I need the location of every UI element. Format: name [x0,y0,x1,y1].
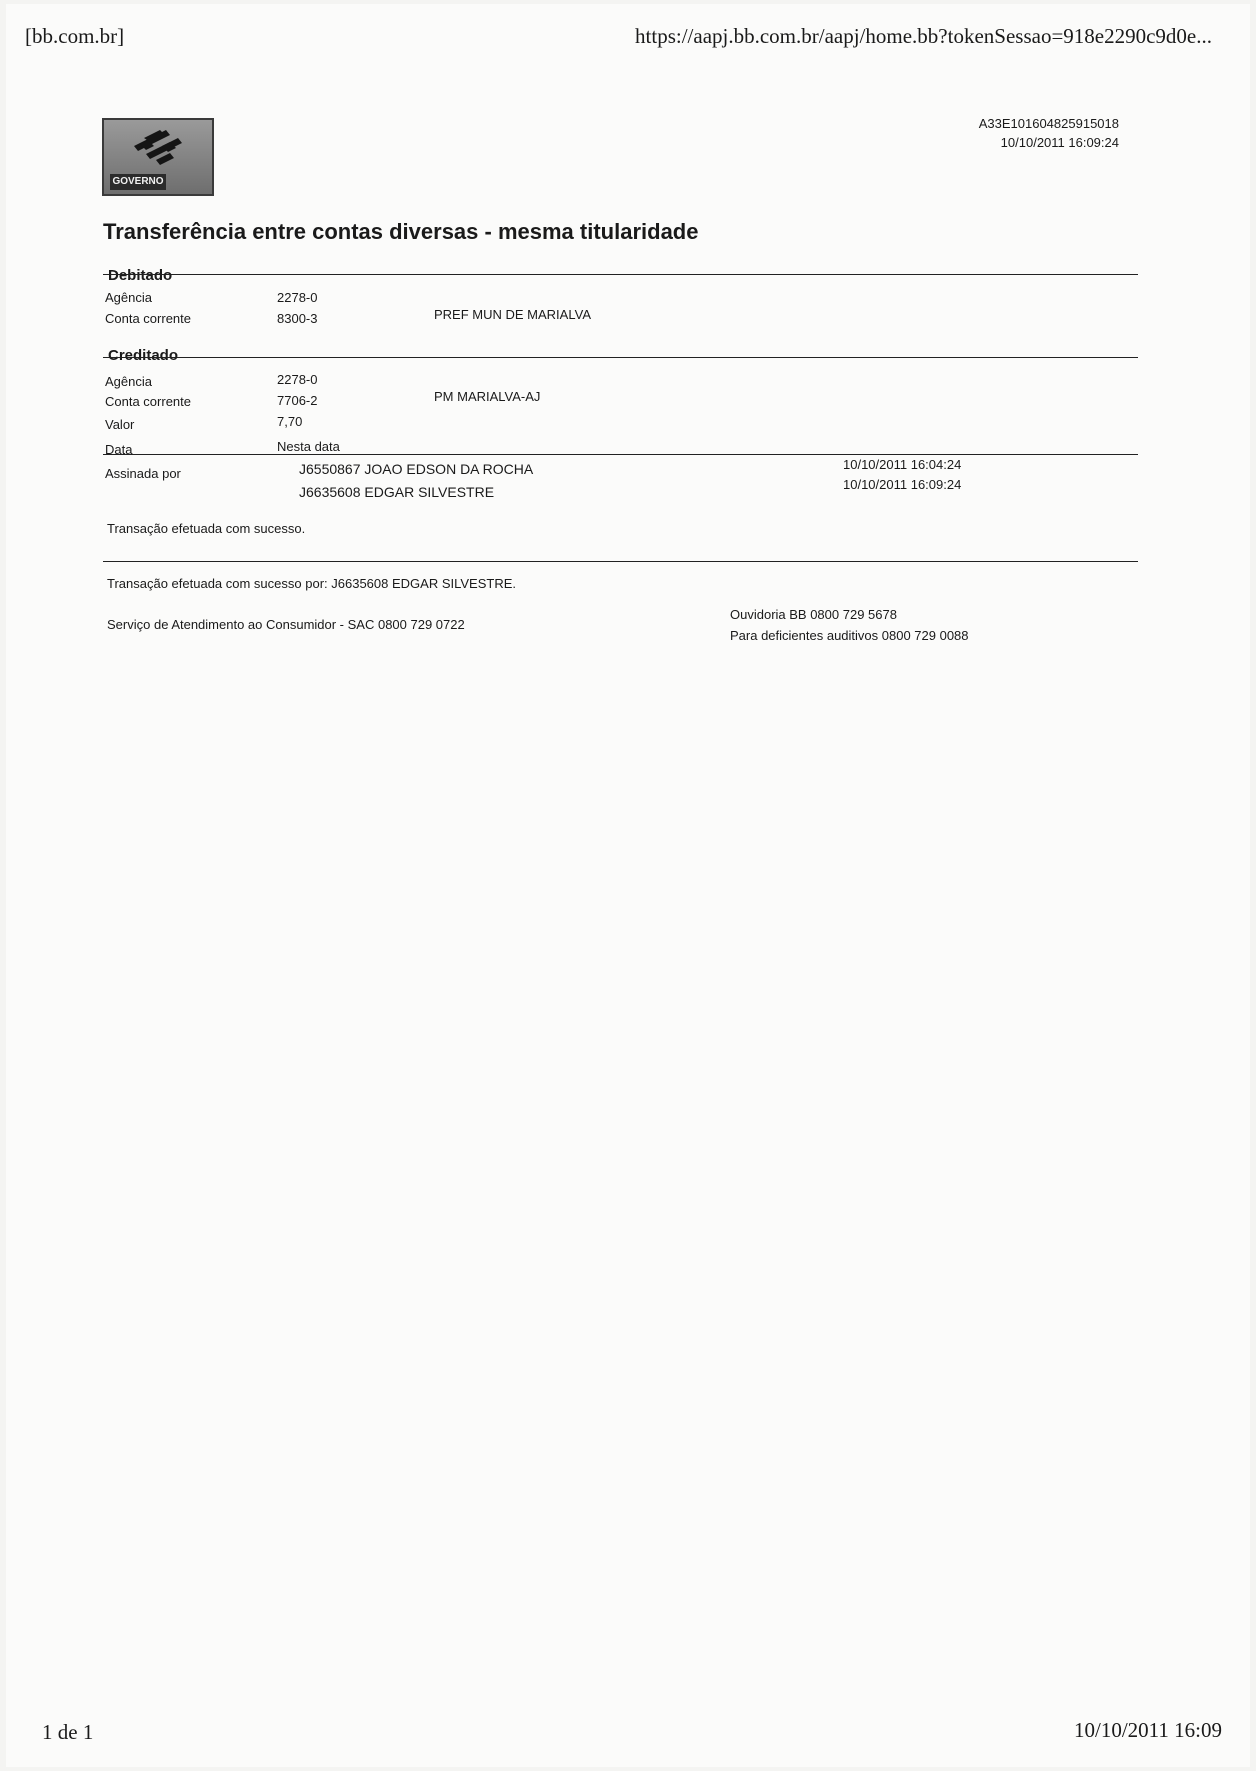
data-value: Nesta data [277,439,340,454]
creditado-conta-value: 7706-2 [277,393,318,408]
logo-governo-label: GOVERNO [110,174,166,190]
document-code-block [979,114,1119,152]
debitado-titular: PREF MUN DE MARIALVA [434,307,591,322]
footer-rule [103,561,1138,562]
print-header-url: https://aapj.bb.com.br/aapj/home.bb?tokenSessao=918e2290c9d0e... [635,24,1212,48]
transaction-status-by: Transação efetuada com sucesso por: J6635608 EDGAR SILVESTRE. [107,576,516,591]
section-creditado-rule [103,357,1138,358]
document-page [6,4,1250,1767]
ouvidoria-contact: Ouvidoria BB 0800 729 5678 [730,607,897,622]
debitado-agencia-label: Agência [105,290,152,305]
print-footer-datetime: 10/10/2011 16:09 [1074,1718,1222,1742]
section-debitado-heading: Debitado [108,267,173,284]
assinada-por-label: Assinada por [105,466,181,481]
debitado-agencia-value: 2278-0 [277,290,318,305]
page-title: Transferência entre contas diversas - mesma titularidade [103,219,699,244]
creditado-conta-label: Conta corrente [105,394,191,409]
print-footer-page: 1 de 1 [42,1720,94,1744]
creditado-agencia-label: Agência [105,374,152,389]
bb-governo-logo [102,118,214,196]
deficientes-contact: Para deficientes auditivos 0800 729 0088 [730,628,969,643]
creditado-agencia-value: 2278-0 [277,372,318,387]
print-header-site: [bb.com.br] [25,24,125,48]
transaction-datetime: 10/10/2011 16:09:24 [1000,135,1119,150]
signer-datetime: 10/10/2011 16:04:24 [843,457,962,472]
transaction-status: Transação efetuada com sucesso. [107,521,306,536]
section-debitado-rule [103,274,1138,275]
sac-contact: Serviço de Atendimento ao Consumidor - SAC 0800 729 0722 [107,617,465,632]
signer-datetime: 10/10/2011 16:09:24 [843,477,962,492]
debitado-conta-label: Conta corrente [105,311,191,326]
valor-label: Valor [105,417,135,432]
data-label: Data [105,442,133,457]
debitado-conta-value: 8300-3 [277,311,318,326]
signer-name: J6550867 JOAO EDSON DA ROCHA [299,461,534,477]
transaction-id: A33E101604825915018 [978,116,1119,131]
creditado-titular: PM MARIALVA-AJ [434,389,541,404]
valor-value: 7,70 [277,414,303,429]
section-creditado-heading: Creditado [108,347,179,364]
signatures-rule [103,454,1138,455]
signer-name: J6635608 EDGAR SILVESTRE [299,484,495,500]
